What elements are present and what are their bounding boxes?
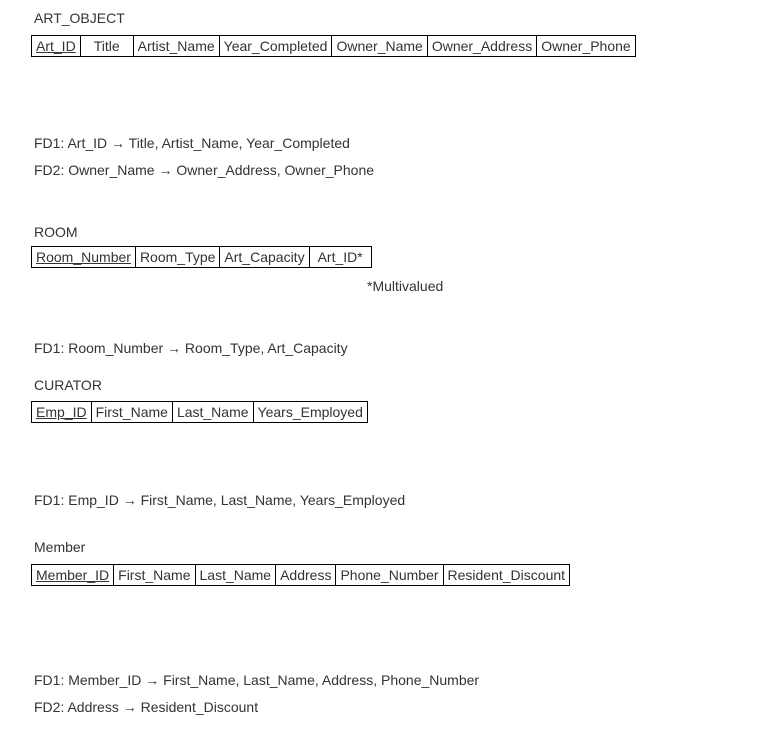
attribute-row [32, 565, 570, 586]
attribute-cell-address: Address [276, 565, 336, 586]
fd-curator-1: FD1: Emp_ID → First_Name, Last_Name, Years_Employed [34, 492, 406, 508]
fd-room-1: FD1: Room_Number → Room_Type, Art_Capacity [34, 340, 348, 356]
attribute-cell-artist-name: Artist_Name [133, 36, 219, 57]
attribute-cell-art-id-multivalued: Art_ID* [309, 247, 371, 268]
attribute-cell-owner-address: Owner_Address [427, 36, 536, 57]
attribute-row [32, 247, 372, 268]
attribute-cell-art-capacity: Art_Capacity [220, 247, 309, 268]
attribute-cell-owner-phone: Owner_Phone [537, 36, 636, 57]
attribute-cell-last-name: Last_Name [172, 402, 253, 423]
relation-title-curator: CURATOR [34, 377, 102, 393]
attribute-cell-phone-number: Phone_Number [336, 565, 443, 586]
multivalued-note: *Multivalued [367, 278, 444, 294]
attribute-cell-year-completed: Year_Completed [219, 36, 332, 57]
attribute-cell-title: Title [80, 36, 133, 57]
attribute-row [32, 402, 368, 423]
relation-title-room: ROOM [34, 224, 78, 240]
attribute-cell-first-name: First_Name [91, 402, 172, 423]
attribute-cell-room-number: Room_Number [32, 247, 136, 268]
fd-art-object-1: FD1: Art_ID → Title, Artist_Name, Year_Completed [34, 135, 350, 151]
attribute-row [32, 36, 636, 57]
attribute-cell-years-employed: Years_Employed [253, 402, 367, 423]
attribute-cell-owner-name: Owner_Name [332, 36, 427, 57]
attribute-cell-first-name: First_Name [114, 565, 195, 586]
fd-member-2: FD2: Address → Resident_Discount [34, 699, 259, 715]
fd-art-object-2: FD2: Owner_Name → Owner_Address, Owner_Phone [34, 162, 375, 178]
relation-table-member [31, 564, 570, 586]
relation-title-member: Member [34, 539, 86, 555]
attribute-cell-resident-discount: Resident_Discount [443, 565, 570, 586]
relation-title-art-object: ART_OBJECT [34, 10, 125, 26]
relation-table-room [31, 246, 372, 268]
attribute-cell-member-id: Member_ID [32, 565, 114, 586]
attribute-cell-emp-id: Emp_ID [32, 402, 92, 423]
attribute-cell-last-name: Last_Name [195, 565, 276, 586]
attribute-cell-art-id: Art_ID [32, 36, 81, 57]
relation-table-curator [31, 401, 368, 423]
attribute-cell-room-type: Room_Type [135, 247, 219, 268]
relation-table-art-object [31, 35, 636, 57]
fd-member-1: FD1: Member_ID → First_Name, Last_Name, Address, Phone_Number [34, 672, 480, 688]
